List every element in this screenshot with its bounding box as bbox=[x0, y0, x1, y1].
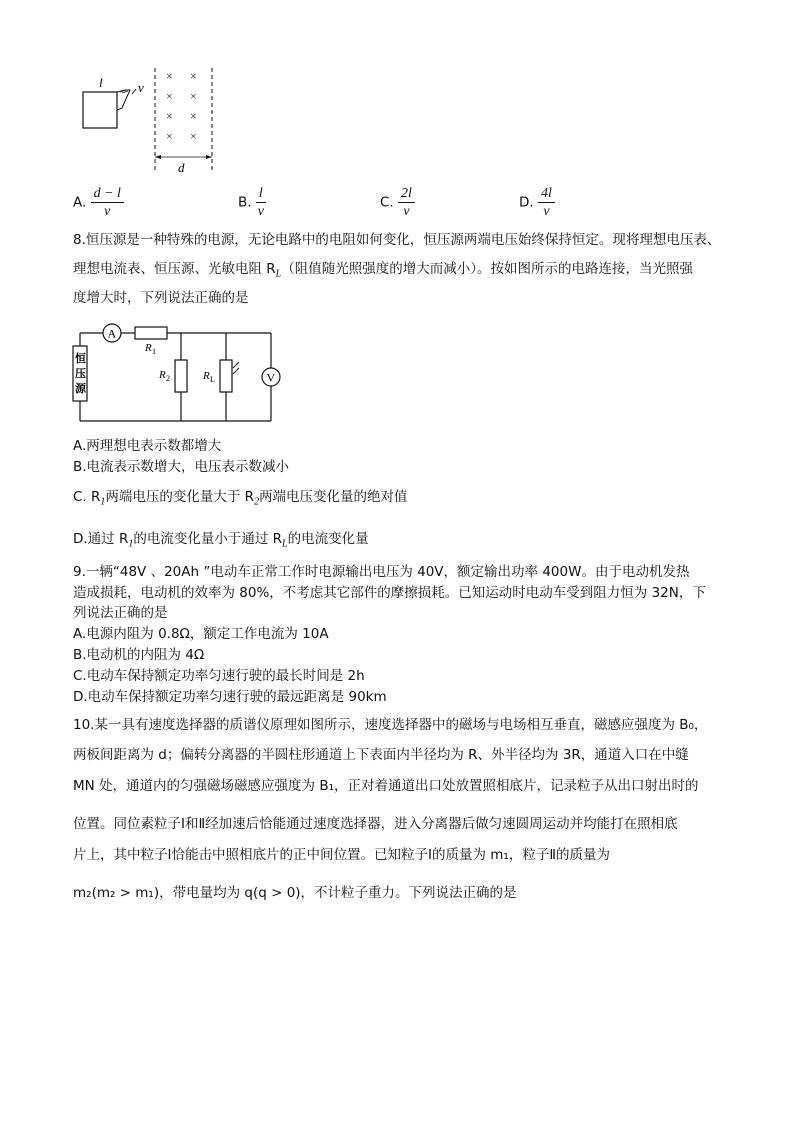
q8-option-c[interactable]: C. $R_1$两端电压的变化量大于 $R_2$两端电压变化量的绝对值 bbox=[73, 489, 408, 508]
q7-option-a[interactable]: A. $\frac{d - l}{v}$ bbox=[73, 185, 124, 220]
photoresistor-rl bbox=[220, 360, 232, 392]
q9-option-a[interactable]: A.电源内阻为 0.8Ω，额定工作电流为 10A bbox=[73, 626, 329, 642]
svg-text:R: R bbox=[159, 369, 166, 381]
q8-circuit-figure bbox=[70, 316, 290, 428]
q9-text-line-1: 9.一辆“48V 、20Ah ”电动车正常工作时电源输出电压为 40V，额定输出功率 400W。由于电动机发热 bbox=[73, 564, 690, 580]
bevel-wedge bbox=[117, 90, 130, 110]
svg-text:×: × bbox=[166, 89, 173, 103]
svg-text:1: 1 bbox=[152, 347, 156, 356]
svg-text:×: × bbox=[166, 69, 173, 83]
fraction: $\frac{4l}{v}$ bbox=[538, 185, 555, 220]
label-l: l bbox=[99, 75, 103, 90]
q10-text-line-6: m₂(m₂ > m₁)，带电量均为 q(q > 0)，不计粒子重力。下列说法正确的是 bbox=[73, 885, 517, 901]
q9-option-c[interactable]: C.电动车保持额定功率匀速行驶的最长时间是 2h bbox=[73, 668, 365, 684]
resistor-r1 bbox=[135, 327, 167, 339]
svg-text:R: R bbox=[145, 342, 152, 354]
svg-text:×: × bbox=[190, 129, 197, 143]
q10-text-line-5: 片上，其中粒子Ⅰ恰能击中照相底片的正中间位置。已知粒子Ⅰ的质量为 m₁，粒子Ⅱ的质量为 bbox=[73, 847, 610, 863]
q8-text-line-1: 8.恒压源是一种特殊的电源，无论电路中的电阻如何变化，恒压源两端电压始终保持恒定。现将理想电压表、 bbox=[73, 232, 721, 248]
q8-option-d[interactable]: D.通过 $R_1$的电流变化量小于通过 $R_L$的电流变化量 bbox=[73, 531, 369, 550]
q9-text-line-3: 列说法正确的是 bbox=[73, 605, 168, 621]
q10-text-line-4: 位置。同位素粒子Ⅰ和Ⅱ经加速后恰能通过速度选择器，进入分离器后做匀速圆周运动并均能打在照相底 bbox=[73, 816, 678, 832]
q8-text-line-3: 度增大时，下列说法正确的是 bbox=[73, 290, 249, 306]
q8-text-line-2: 理想电流表、恒压源、光敏电阻 $R_L$（阻值随光照强度的增大而减小）。按如图所示的电路连接，当光照强 bbox=[73, 261, 693, 280]
q7-option-c[interactable]: C. $\frac{2l}{v}$ bbox=[380, 185, 415, 220]
q7-option-d[interactable]: D. $\frac{4l}{v}$ bbox=[519, 185, 555, 220]
q9-option-d[interactable]: D.电动车保持额定功率匀速行驶的最远距离是 90km bbox=[73, 689, 387, 705]
svg-text:A: A bbox=[107, 326, 117, 341]
label-v: v bbox=[138, 80, 144, 95]
square-loop bbox=[83, 92, 117, 128]
svg-text:×: × bbox=[190, 69, 197, 83]
svg-text:×: × bbox=[190, 89, 197, 103]
q8-option-a[interactable]: A.两理想电表示数都增大 bbox=[73, 438, 222, 454]
velocity-arrow bbox=[132, 89, 136, 94]
label-d: d bbox=[178, 160, 185, 175]
q9-text-line-2: 造成损耗，电动机的效率为 80%，不考虑其它部件的摩擦损耗。已知运动时电动车受到阻力恒为 32N，下 bbox=[73, 585, 706, 601]
q7-option-b[interactable]: B. $\frac{l}{v}$ bbox=[238, 186, 264, 219]
svg-text:×: × bbox=[166, 109, 173, 123]
q9-option-b[interactable]: B.电动机的内阻为 4Ω bbox=[73, 647, 205, 663]
fraction: $\frac{d - l}{v}$ bbox=[91, 185, 124, 220]
svg-text:压: 压 bbox=[75, 368, 86, 380]
svg-text:2: 2 bbox=[166, 374, 170, 383]
svg-text:×: × bbox=[190, 109, 197, 123]
fraction: $\frac{2l}{v}$ bbox=[398, 185, 415, 220]
svg-text:V: V bbox=[266, 370, 276, 385]
svg-text:源: 源 bbox=[75, 383, 86, 395]
svg-text:R: R bbox=[203, 370, 210, 382]
svg-text:L: L bbox=[210, 375, 215, 384]
resistor-r2 bbox=[175, 360, 187, 392]
q10-text-line-3: MN 处，通道内的匀强磁场磁感应强度为 B₁，正对着通道出口处放置照相底片，记录粒子从出口射出时的 bbox=[73, 778, 699, 794]
q10-text-line-1: 10.某一具有速度选择器的质谱仪原理如图所示，速度选择器中的磁场与电场相互垂直，磁感应强度为 B₀， bbox=[73, 717, 708, 733]
magnetic-field-marks bbox=[166, 69, 197, 143]
svg-text:恒: 恒 bbox=[75, 353, 86, 365]
q10-text-line-2: 两板间距离为 d；偏转分离器的半圆柱形通道上下表面内半径均为 R、外半径均为 3R，通道入口在中缝 bbox=[73, 747, 689, 763]
svg-text:×: × bbox=[166, 129, 173, 143]
q7-figure bbox=[70, 60, 230, 180]
fraction: $\frac{l}{v}$ bbox=[257, 186, 264, 219]
q8-option-b[interactable]: B.电流表示数增大，电压表示数减小 bbox=[73, 459, 290, 475]
